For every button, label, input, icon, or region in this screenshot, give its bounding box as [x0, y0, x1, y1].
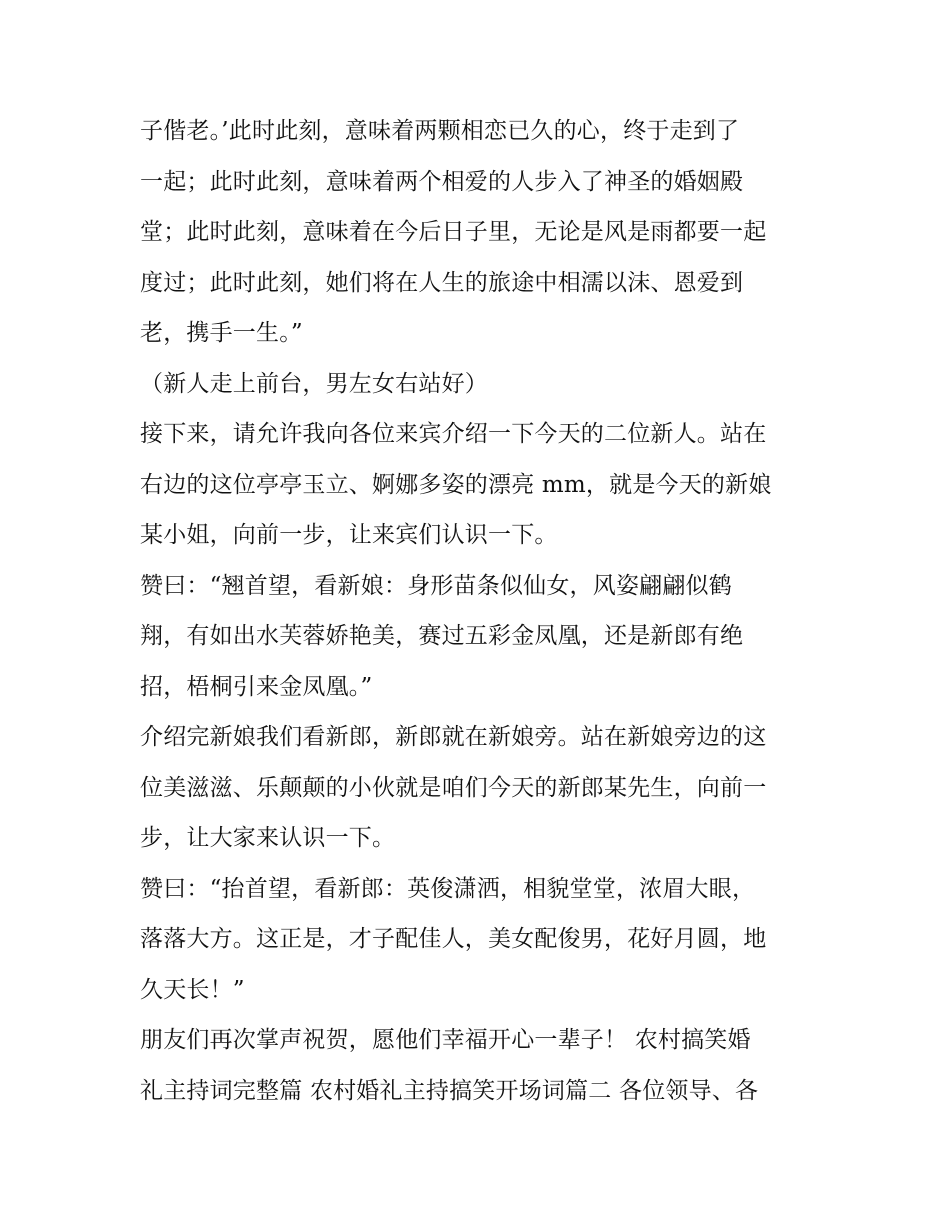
text-line: （新人走上前台，男左女右站好）: [140, 370, 488, 397]
text-line: 赞曰：“抬首望，看新郎：英俊潇洒，相貌堂堂，浓眉大眼，: [140, 875, 756, 902]
document-body: [140, 106, 830, 1116]
paragraph-stage-direction: [140, 359, 830, 410]
paragraph-praise-bride: [140, 561, 830, 713]
text-line: 堂；此时此刻，意味着在今后日子里，无论是风是雨都要一起: [140, 219, 767, 245]
text-line: 落落大方。这正是，才子配佳人，美女配俊男，花好月圆，地: [140, 926, 767, 952]
text-line: 礼主持词完整篇 农村婚礼主持搞笑开场词篇二 各位领导、各: [140, 1077, 759, 1104]
paragraph-praise-groom: [140, 864, 830, 1016]
text-line: 接下来，请允许我向各位来宾介绍一下今天的二位新人。站在: [140, 421, 767, 447]
text-line: 久天长！”: [140, 976, 245, 1003]
text-line: 翔，有如出水芙蓉娇艳美，赛过五彩金凤凰，还是新郎有绝: [140, 623, 744, 649]
text-line: 某小姐，向前一步，让来宾们认识一下。: [140, 522, 558, 548]
paragraph-introduce-bride: [140, 409, 830, 561]
text-line: 步，让大家来认识一下。: [140, 825, 396, 851]
text-line: 赞曰：“翘首望，看新娘：身形苗条似仙女，风姿翩翩似鹤: [140, 572, 732, 599]
text-line: 位美滋滋、乐颠颠的小伙就是咱们今天的新郎某先生，向前一: [140, 774, 767, 801]
paragraph-applause: [140, 1015, 830, 1116]
text-line: 一起；此时此刻，意味着两个相爱的人步入了神圣的婚姻殿: [140, 168, 744, 195]
text-line: 招，梧桐引来金凤凰。”: [140, 673, 373, 700]
text-line: 朋友们再次掌声祝贺，愿他们幸福开心一辈子！ 农村搞笑婚: [140, 1027, 751, 1053]
text-line: 介绍完新娘我们看新郎，新郎就在新娘旁。站在新娘旁边的这: [140, 724, 767, 750]
text-line: 老，携手一生。”: [140, 320, 303, 346]
text-line: 子偕老。’此时此刻，意味着两颗相恋已久的心，终于走到了: [140, 118, 740, 144]
paragraph-introduce-groom: [140, 712, 830, 864]
text-line: 度过；此时此刻，她们将在人生的旅途中相濡以沫、恩爱到: [140, 269, 744, 296]
text-line: 右边的这位亭亭玉立、婀娜多姿的漂亮 mm，就是今天的新娘: [140, 471, 772, 498]
paragraph-vows-ending: [140, 106, 830, 359]
